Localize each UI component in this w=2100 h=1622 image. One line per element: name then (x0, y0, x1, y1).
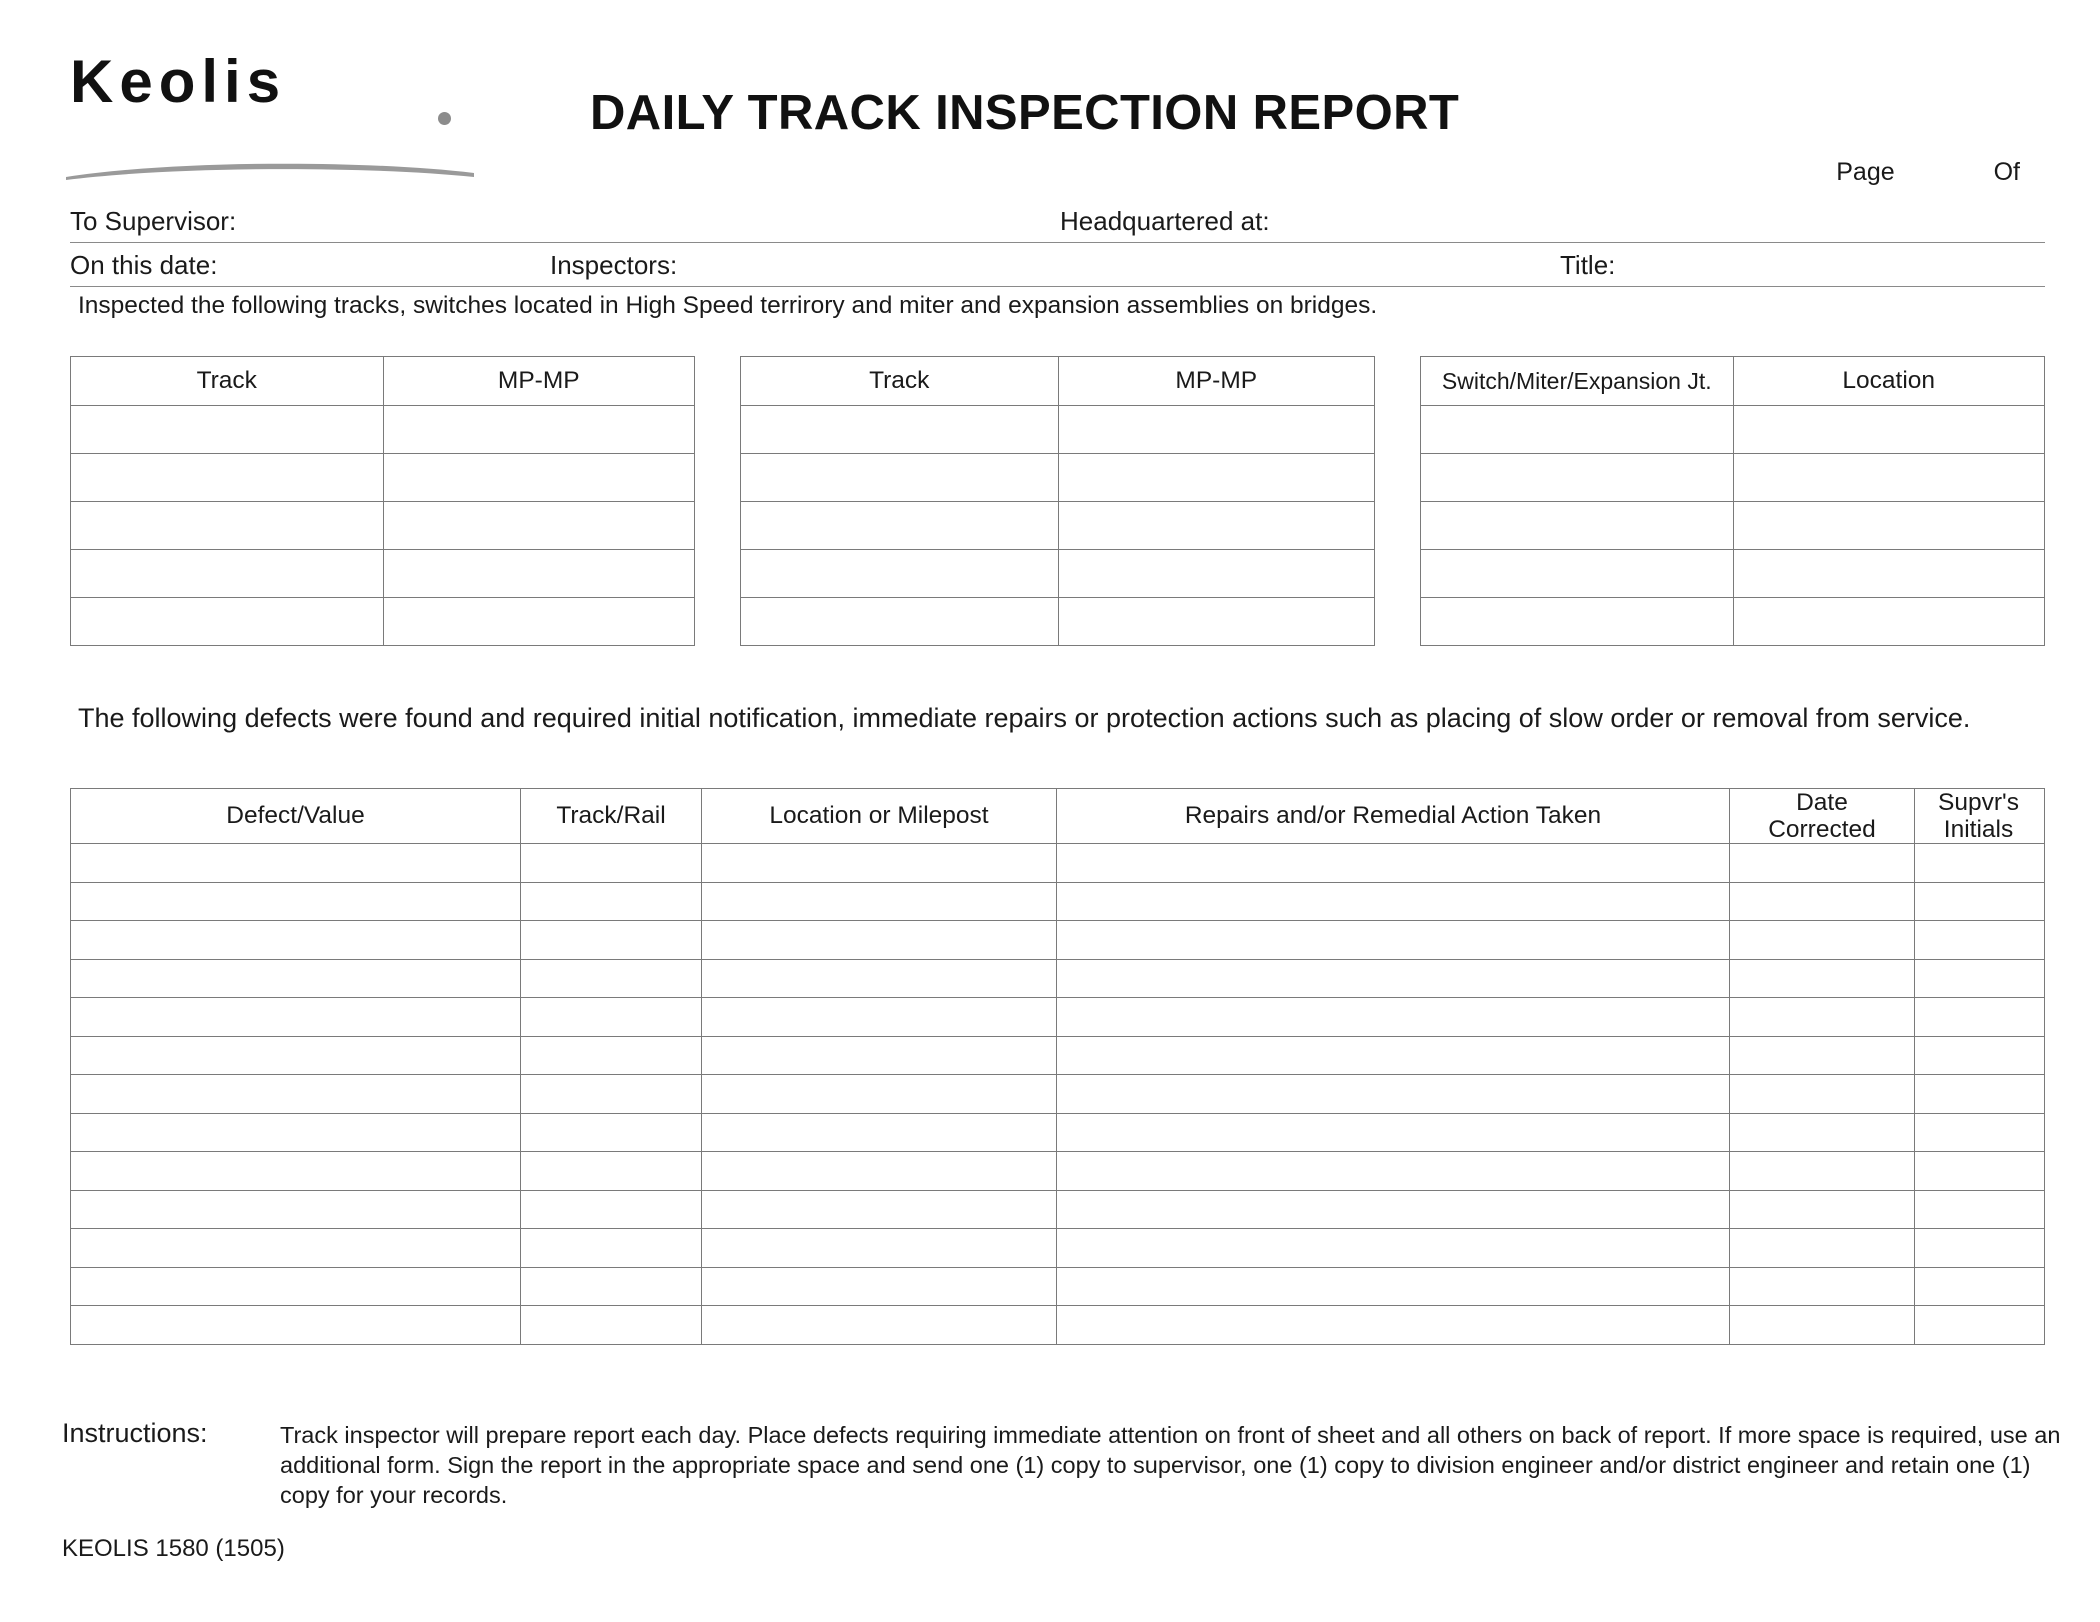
cell-mp-mp[interactable] (383, 502, 695, 549)
table-row[interactable] (741, 597, 1374, 645)
cell-location-milepost[interactable] (701, 883, 1056, 921)
table-header-row (1421, 357, 2044, 405)
cell-repairs-action[interactable] (1056, 1075, 1729, 1113)
table-row[interactable] (71, 1036, 2044, 1075)
logo-wordmark: Keolis (70, 48, 287, 115)
cell-track[interactable] (71, 550, 383, 597)
cell-defect-value[interactable] (71, 1152, 520, 1190)
cell-defect-value[interactable] (71, 1075, 520, 1113)
cell-location[interactable] (1733, 598, 2045, 645)
header-line-2: Corrected (1768, 816, 1876, 843)
page-label: Page (1836, 158, 1895, 186)
cell-track[interactable] (741, 406, 1058, 453)
cell-date-corrected[interactable] (1729, 1191, 1914, 1229)
cell-location-milepost[interactable] (701, 1268, 1056, 1306)
cell-track-rail[interactable] (520, 1306, 701, 1344)
column-header-switch-miter-expansion: Switch/Miter/Expansion Jt. (1441, 367, 1712, 394)
table-row[interactable] (71, 1151, 2044, 1190)
label-on-this-date: On this date: (70, 250, 218, 280)
cell-supvr-initials[interactable] (1914, 1075, 2042, 1113)
cell-defect-value[interactable] (71, 998, 520, 1036)
table-row[interactable] (71, 1267, 2044, 1306)
switch-miter-expansion-table (1420, 356, 2045, 646)
column-header-mp-mp: MP-MP (1058, 357, 1375, 405)
logo-dot-icon (438, 112, 451, 125)
form-code: KEOLIS 1580 (1505) (62, 1535, 285, 1562)
keolis-logo (70, 48, 490, 115)
label-headquartered-at: Headquartered at: (1060, 206, 1270, 236)
cell-supvr-initials[interactable] (1914, 1306, 2042, 1344)
cell-supvr-initials[interactable] (1914, 1229, 2042, 1267)
cell-supvr-initials[interactable] (1914, 921, 2042, 959)
cell-location-milepost[interactable] (701, 998, 1056, 1036)
cell-repairs-action[interactable] (1056, 1268, 1729, 1306)
cell-track[interactable] (741, 598, 1058, 645)
cell-supvr-initials[interactable] (1914, 1191, 2042, 1229)
cell-date-corrected[interactable] (1729, 1306, 1914, 1344)
instructions-body: Track inspector will prepare report each day. Place defects requiring immediate attention on front of sheet and all others on back of report. If more space is required, use an additional form. Sign the report in the appropriate space and send one (1) copy to supervisor, one (1) copy to division engineer and/or district engineer and retain one (1) copy for your records. (280, 1422, 2061, 1509)
cell-repairs-action[interactable] (1056, 1114, 1729, 1152)
cell-defect-value[interactable] (71, 844, 520, 882)
cell-track-rail[interactable] (520, 1152, 701, 1190)
cell-supvr-initials[interactable] (1914, 960, 2042, 998)
cell-mp-mp[interactable] (1058, 550, 1375, 597)
table-row[interactable] (71, 549, 694, 597)
cell-repairs-action[interactable] (1056, 883, 1729, 921)
table-row[interactable] (1421, 501, 2044, 549)
cell-defect-value[interactable] (71, 1229, 520, 1267)
cell-mp-mp[interactable] (383, 454, 695, 501)
cell-mp-mp[interactable] (1058, 502, 1375, 549)
cell-location-milepost[interactable] (701, 921, 1056, 959)
cell-defect-value[interactable] (71, 1037, 520, 1075)
cell-switch[interactable] (1421, 502, 1733, 549)
cell-supvr-initials[interactable] (1914, 1114, 2042, 1152)
table-row[interactable] (1421, 453, 2044, 501)
column-header-defect-value: Defect/Value (226, 802, 365, 830)
cell-track-rail[interactable] (520, 844, 701, 882)
cell-defect-value[interactable] (71, 883, 520, 921)
cell-track-rail[interactable] (520, 1191, 701, 1229)
table-row[interactable] (71, 1113, 2044, 1152)
cell-track[interactable] (741, 454, 1058, 501)
column-header-location-milepost: Location or Milepost (701, 789, 1056, 843)
cell-defect-value[interactable] (71, 921, 520, 959)
cell-location[interactable] (1733, 550, 2045, 597)
table-header-row (71, 357, 694, 405)
column-header-track: Track (869, 367, 930, 394)
instructions-label: Instructions: (62, 1418, 208, 1448)
cell-date-corrected[interactable] (1729, 1114, 1914, 1152)
cell-date-corrected[interactable] (1729, 1229, 1914, 1267)
cell-location[interactable] (1733, 406, 2045, 453)
cell-location-milepost[interactable] (701, 844, 1056, 882)
cell-supvr-initials[interactable] (1914, 1268, 2042, 1306)
table-header-row (741, 357, 1374, 405)
cell-repairs-action[interactable] (1056, 844, 1729, 882)
cell-track-rail[interactable] (520, 883, 701, 921)
cell-repairs-action[interactable] (1056, 960, 1729, 998)
cell-location-milepost[interactable] (701, 1229, 1056, 1267)
table-row[interactable] (71, 501, 694, 549)
header-line-1: Date (1796, 789, 1848, 816)
cell-repairs-action[interactable] (1056, 1191, 1729, 1229)
track-table-right (740, 356, 1375, 646)
cell-supvr-initials[interactable] (1914, 1152, 2042, 1190)
defect-table (70, 788, 2045, 1345)
cell-location-milepost[interactable] (701, 1152, 1056, 1190)
column-header-mp-mp: MP-MP (383, 357, 695, 405)
table-row[interactable] (71, 882, 2044, 921)
cell-defect-value[interactable] (71, 1114, 520, 1152)
label-inspectors: Inspectors: (550, 250, 678, 280)
cell-track[interactable] (71, 502, 383, 549)
field-row-supervisor (70, 198, 2045, 243)
header-line-1: Supvr's (1938, 789, 2019, 816)
defects-paragraph: The following defects were found and required initial notification, immediate repairs or protection actions such as placing of slow order or removal from service. (78, 703, 1971, 733)
table-row[interactable] (71, 997, 2044, 1036)
table-row[interactable] (71, 405, 694, 453)
cell-defect-value[interactable] (71, 1306, 520, 1344)
table-row[interactable] (1421, 597, 2044, 645)
table-row[interactable] (71, 453, 694, 501)
cell-track-rail[interactable] (520, 960, 701, 998)
cell-track[interactable] (71, 406, 383, 453)
cell-repairs-action[interactable] (1056, 1037, 1729, 1075)
cell-track[interactable] (741, 550, 1058, 597)
cell-mp-mp[interactable] (383, 406, 695, 453)
table-row[interactable] (71, 959, 2044, 998)
of-label: Of (1993, 158, 2020, 186)
cell-repairs-action[interactable] (1056, 998, 1729, 1036)
cell-switch[interactable] (1421, 550, 1733, 597)
document-header (0, 0, 2100, 200)
cell-repairs-action[interactable] (1056, 1152, 1729, 1190)
table-row[interactable] (71, 1228, 2044, 1267)
table-header-row (71, 789, 2044, 843)
column-header-track: Track (196, 367, 257, 394)
cell-switch[interactable] (1421, 598, 1733, 645)
table-row[interactable] (71, 1305, 2044, 1344)
cell-date-corrected[interactable] (1729, 844, 1914, 882)
cell-mp-mp[interactable] (1058, 406, 1375, 453)
column-header-track-rail: Track/Rail (520, 789, 701, 843)
table-row[interactable] (741, 405, 1374, 453)
cell-track-rail[interactable] (520, 998, 701, 1036)
cell-track[interactable] (741, 502, 1058, 549)
column-header-date-corrected (1729, 789, 1914, 843)
header-line-2: Initials (1943, 816, 2014, 843)
cell-track-rail[interactable] (520, 1037, 701, 1075)
cell-location[interactable] (1733, 502, 2045, 549)
cell-date-corrected[interactable] (1729, 1268, 1914, 1306)
cell-date-corrected[interactable] (1729, 1037, 1914, 1075)
cell-location-milepost[interactable] (701, 960, 1056, 998)
cell-supvr-initials[interactable] (1914, 1037, 2042, 1075)
cell-track-rail[interactable] (520, 1114, 701, 1152)
table-row[interactable] (741, 453, 1374, 501)
logo-swoosh-icon (66, 160, 476, 180)
cell-location[interactable] (1733, 454, 2045, 501)
page-title: DAILY TRACK INSPECTION REPORT (590, 86, 1460, 140)
table-row[interactable] (71, 1190, 2044, 1229)
column-header-supvr-initials (1914, 789, 2042, 843)
cell-location-milepost[interactable] (701, 1114, 1056, 1152)
cell-defect-value[interactable] (71, 1191, 520, 1229)
cell-supvr-initials[interactable] (1914, 883, 2042, 921)
track-table-left (70, 356, 695, 646)
cell-supvr-initials[interactable] (1914, 998, 2042, 1036)
table-row[interactable] (71, 843, 2044, 882)
cell-track-rail[interactable] (520, 921, 701, 959)
cell-defect-value[interactable] (71, 960, 520, 998)
cell-mp-mp[interactable] (383, 550, 695, 597)
page-of-field (1836, 158, 2020, 187)
table-row[interactable] (741, 501, 1374, 549)
table-row[interactable] (1421, 549, 2044, 597)
cell-location-milepost[interactable] (701, 1075, 1056, 1113)
cell-repairs-action[interactable] (1056, 1306, 1729, 1344)
cell-track-rail[interactable] (520, 1268, 701, 1306)
cell-mp-mp[interactable] (383, 598, 695, 645)
cell-mp-mp[interactable] (1058, 598, 1375, 645)
cell-location-milepost[interactable] (701, 1306, 1056, 1344)
cell-switch[interactable] (1421, 454, 1733, 501)
cell-track-rail[interactable] (520, 1229, 701, 1267)
cell-date-corrected[interactable] (1729, 921, 1914, 959)
cell-repairs-action[interactable] (1056, 921, 1729, 959)
label-to-supervisor: To Supervisor: (70, 206, 237, 236)
cell-date-corrected[interactable] (1729, 1152, 1914, 1190)
table-row[interactable] (71, 920, 2044, 959)
table-row[interactable] (741, 549, 1374, 597)
table-row[interactable] (71, 1074, 2044, 1113)
cell-mp-mp[interactable] (1058, 454, 1375, 501)
cell-date-corrected[interactable] (1729, 998, 1914, 1036)
cell-repairs-action[interactable] (1056, 1229, 1729, 1267)
label-title: Title: (1560, 250, 1616, 280)
cell-defect-value[interactable] (71, 1268, 520, 1306)
cell-track-rail[interactable] (520, 1075, 701, 1113)
table-row[interactable] (1421, 405, 2044, 453)
cell-location-milepost[interactable] (701, 1191, 1056, 1229)
cell-date-corrected[interactable] (1729, 1075, 1914, 1113)
cell-switch[interactable] (1421, 406, 1733, 453)
column-header-location: Location (1733, 357, 2045, 405)
cell-date-corrected[interactable] (1729, 883, 1914, 921)
cell-supvr-initials[interactable] (1914, 844, 2042, 882)
cell-track[interactable] (71, 454, 383, 501)
table-row[interactable] (71, 597, 694, 645)
column-header-repairs-action: Repairs and/or Remedial Action Taken (1056, 789, 1729, 843)
field-row-date-inspectors (70, 242, 2045, 287)
cell-date-corrected[interactable] (1729, 960, 1914, 998)
cell-location-milepost[interactable] (701, 1037, 1056, 1075)
inspection-note: Inspected the following tracks, switches located in High Speed terrirory and miter and expansion assemblies on bridges. (78, 292, 1378, 319)
cell-track[interactable] (71, 598, 383, 645)
